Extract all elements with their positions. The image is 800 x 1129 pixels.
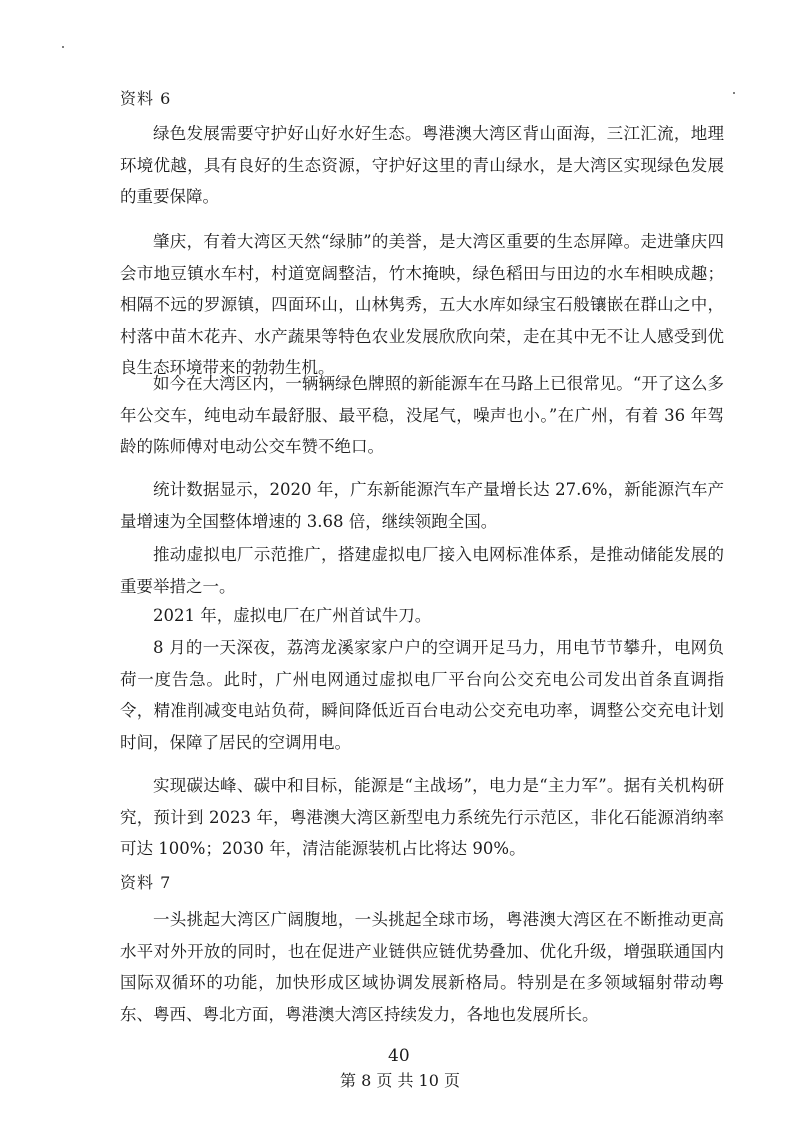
paragraph: 实现碳达峰、碳中和目标，能源是“主战场”，电力是“主力军”。据有关机构研究，预计到 2023 年，粤港澳大湾区新型电力系统先行示范区，非化石能源消纳率可达 100%；2030 年，清洁能源装机占比将达 90%。 — [120, 776, 724, 858]
paragraph: 8 月的一天深夜，荔湾龙溪家家户户的空调开足马力，用电节节攀升，电网负荷一度告急。此时，广州电网通过虚拟电厂平台向公交充电公司发出首条直调指令，精准削减变电站负荷，瞬间降低近百台电动公交充电功率，调整公交充电计划时间，保障了居民的空调用电。 — [120, 638, 724, 752]
paragraph: 统计数据显示，2020 年，广东新能源汽车产量增长达 27.6%，新能源汽车产量增速为全国整体增速的 3.68 倍，继续领跑全国。 — [120, 480, 724, 531]
paragraph: 一头挑起大湾区广阔腹地，一头挑起全球市场，粤港澳大湾区在不断推动更高水平对外开放的同时，也在促进产业链供应链优势叠加、优化升级，增强联通国内国际双循环的功能，加快形成区域协调发展新格局。特别是在多领域辐射带动粤东、粤西、粤北方面，粤港澳大湾区持续发力，各地也发展所长。 — [120, 910, 724, 1024]
paragraph: 推动虚拟电厂示范推广，搭建虚拟电厂接入电网标准体系，是推动储能发展的重要举措之一。 — [120, 545, 724, 596]
page-footer: 第 8 页 共 10 页 — [340, 1071, 460, 1090]
paragraph: 肇庆，有着大湾区天然“绿肺”的美誉，是大湾区重要的生态屏障。走进肇庆四会市地豆镇水车村，村道宽阔整洁，竹木掩映，绿色稻田与田边的水车相映成趣；相隔不远的罗源镇，四面环山，山林隽秀，五大水库如绿宝石般镶嵌在群山之中，村落中苗木花卉、水产蔬果等特色农业发展欣欣向荣，走在其中无不让人感受到优良生态环境带来的勃勃生机。 — [120, 232, 724, 377]
scan-speck — [733, 92, 735, 94]
section-heading-6: 资料 6 — [120, 89, 172, 108]
page-number: 40 — [388, 1046, 410, 1066]
scan-speck — [62, 46, 64, 48]
paragraph: 绿色发展需要守护好山好水好生态。粤港澳大湾区背山面海，三江汇流，地理环境优越，具有良好的生态资源，守护好这里的青山绿水，是大湾区实现绿色发展的重要保障。 — [120, 124, 724, 206]
section-heading-7: 资料 7 — [120, 873, 172, 892]
paragraph: 2021 年，虚拟电厂在广州首试牛刀。 — [153, 606, 432, 625]
paragraph: 如今在大湾区内，一辆辆绿色牌照的新能源车在马路上已很常见。“开了这么多年公交车，纯电动车最舒服、最平稳，没尾气，噪声也小。”在广州，有着 36 年驾龄的陈师傅对电动公交车赞不绝口。 — [120, 374, 724, 456]
